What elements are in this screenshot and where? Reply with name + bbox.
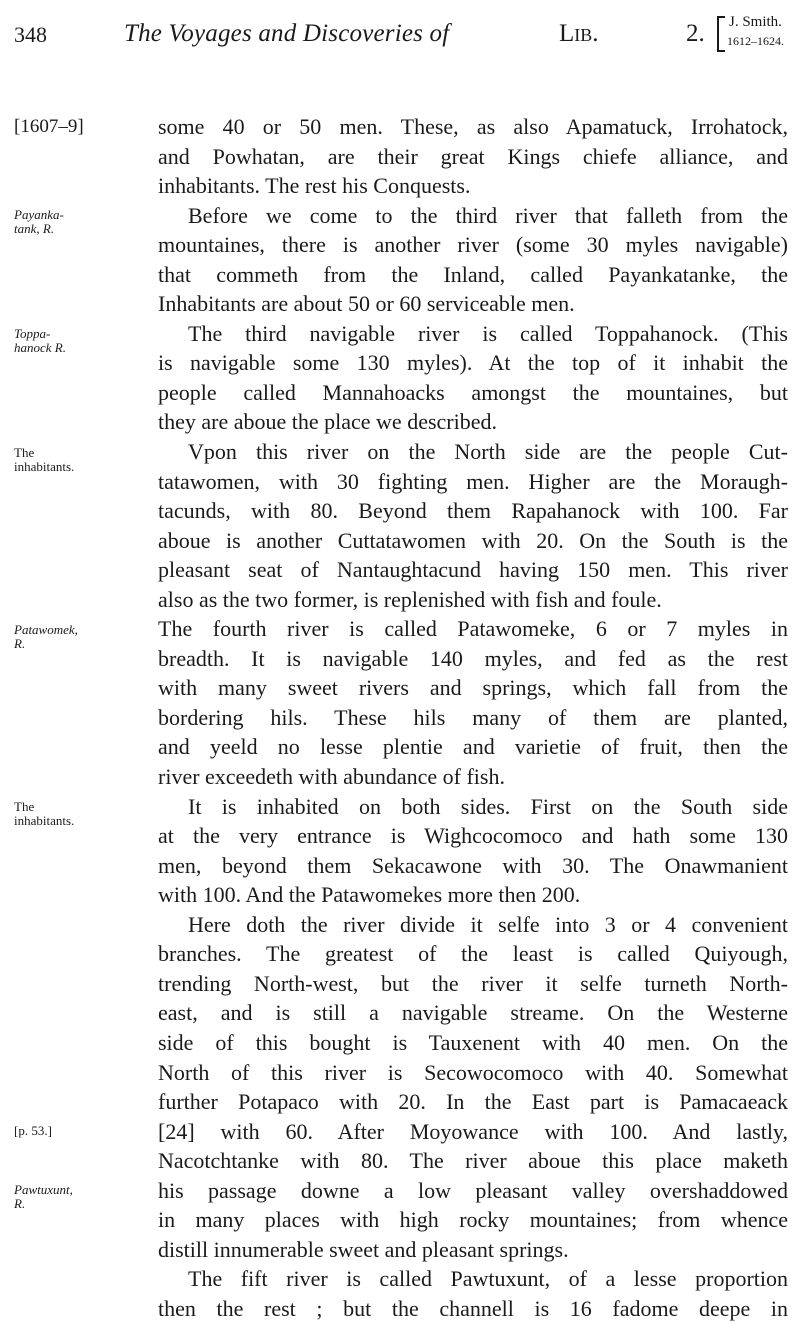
text-line: then the rest ; but the channell is 16 fadome deepe in (158, 1295, 788, 1321)
page-header (14, 14, 788, 64)
text-line: east, and is still a navigable streame. On the Westerne (158, 1000, 788, 1026)
text-line: with 100. And the Patawomekes more then 200. (158, 882, 581, 908)
text-line: Nacotchtanke with 80. The river aboue this place maketh (158, 1148, 788, 1174)
text-line: and yeeld no lesse plentie and varietie of fruit, then the (158, 734, 788, 760)
text-line: they are aboue the place we described. (158, 409, 497, 435)
margin-note-label: Patawomek, R. (14, 622, 78, 651)
text-line: breadth. It is navigable 140 myles, and fed as the rest (158, 645, 788, 671)
text-line: in many places with high rocky mountaines; from whence (158, 1207, 788, 1233)
text-line: [24] with 60. After Moyowance with 100. And lastly, (158, 1118, 788, 1144)
text-line: Here doth the river divide it selfe into 3 or 4 convenient (188, 911, 788, 937)
margin-note-label: Toppa- hanock R. (14, 326, 66, 355)
margin-note-inhabitants-1 (14, 446, 74, 474)
text-line: The fift river is called Pawtuxunt, of a lesse proportion (188, 1266, 788, 1292)
text-line: further Potapaco with 20. In the East part is Pamacaeack (158, 1089, 788, 1115)
margin-note-label: [p. 53.] (14, 1123, 52, 1138)
text-line: North of this river is Secowocomoco with 40. Somewhat (158, 1059, 788, 1085)
text-line: bordering hils. These hils many of them are planted, (158, 704, 788, 730)
text-line: at the very entrance is Wighcocomoco and hath some 130 (158, 823, 788, 849)
book-label: Lib. (559, 20, 599, 47)
text-line: with many sweet rivers and springs, which fall from the (158, 675, 788, 701)
text-line: It is inhabited on both sides. First on the South side (188, 793, 788, 819)
text-line: his passage downe a low pleasant valley overshaddowed (158, 1177, 788, 1203)
text-line: is navigable some 130 myles). At the top of it inhabit the (158, 350, 788, 376)
bracket-line (717, 16, 725, 52)
margin-note-label: The inhabitants. (14, 799, 75, 828)
text-line: distill innumerable sweet and pleasant springs. (158, 1236, 569, 1262)
text-line: The third navigable river is called Toppahanock. (This (188, 320, 788, 346)
text-line: tacunds, with 80. Beyond them Rapahanock with 100. Far (158, 498, 788, 524)
text-line: also as the two former, is replenished with fish and foule. (158, 586, 662, 612)
margin-date-range: [1607–9] (14, 116, 84, 137)
text-line: The fourth river is called Patawomeke, 6 or 7 myles in (158, 616, 788, 642)
text-line: men, beyond them Sekacawone with 30. The Onawmanient (158, 852, 788, 878)
author-name: J. Smith. (729, 14, 782, 30)
book-number: 2. (686, 20, 705, 47)
margin-note-page-ref (14, 1124, 52, 1138)
margin-note-payankatank (14, 208, 64, 236)
margin-note-label: Pawtuxunt, R. (14, 1182, 73, 1211)
text-line: mountaines, there is another river (some 30 myles navigable) (158, 232, 788, 258)
text-line: people called Mannahoacks amongst the mountaines, but (158, 379, 788, 405)
running-title: The Voyages and Discoveries of (124, 20, 450, 47)
body-text (158, 112, 788, 1323)
text-line: Vpon this river on the North side are the people Cut- (188, 439, 788, 465)
text-line: some 40 or 50 men. These, as also Apamatuck, Irrohatock, (158, 114, 788, 139)
margin-note-patawomek (14, 623, 78, 651)
author-bracket (717, 14, 799, 54)
margin-note-label: The inhabitants. (14, 445, 75, 474)
margin-note-pawtuxunt (14, 1183, 73, 1211)
text-line: branches. The greatest of the least is called Quiyough, (158, 941, 788, 967)
text-line: that commeth from the Inland, called Payankatanke, the (158, 261, 788, 287)
text-line: side of this bought is Tauxenent with 40 men. On the (158, 1029, 788, 1055)
margin-note-toppahanock (14, 327, 66, 355)
text-line: inhabitants. The rest his Conquests. (158, 173, 471, 199)
text-line: trending North-west, but the river it selfe turneth North- (158, 970, 788, 996)
text-line: aboue is another Cuttatawomen with 20. On the South is the (158, 527, 788, 553)
text-line: and Powhatan, are their great Kings chiefe alliance, and (158, 143, 788, 169)
page-number: 348 (14, 22, 47, 47)
margin-note-label: Payanka- tank, R. (14, 207, 64, 236)
author-years: 1612–1624. (727, 34, 784, 48)
text-line: Before we come to the third river that falleth from the (188, 202, 788, 228)
text-line: tatawomen, with 30 fighting men. Higher are the Moraugh- (158, 468, 788, 494)
text-line: Inhabitants are about 50 or 60 serviceable men. (158, 291, 575, 317)
text-line: pleasant seat of Nantaughtacund having 150 men. This river (158, 557, 788, 583)
margin-note-inhabitants-2 (14, 800, 74, 828)
text-line: river exceedeth with abundance of fish. (158, 764, 505, 790)
